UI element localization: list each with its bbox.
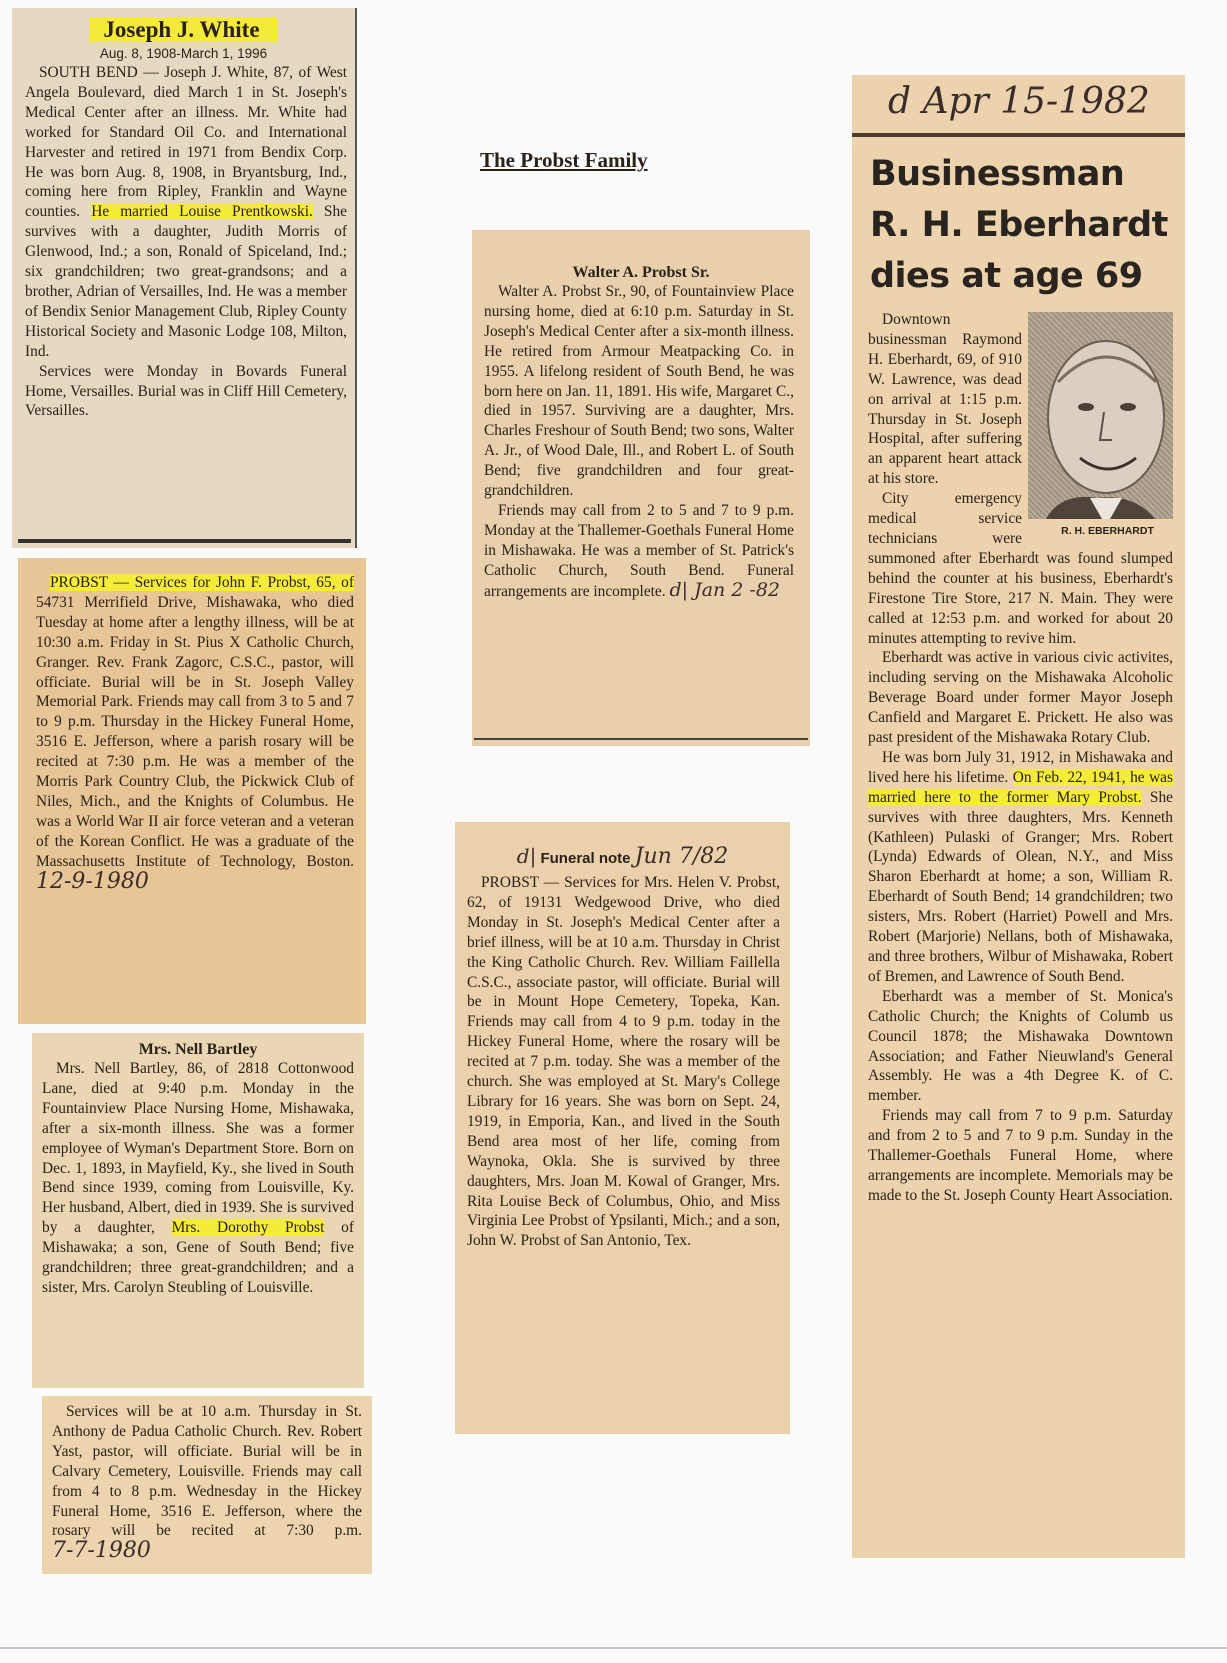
obituary-nell-bartley bbox=[32, 1033, 364, 1388]
obituary-helen-probst bbox=[455, 822, 790, 1434]
obituary-heading: Mrs. Nell Bartley bbox=[138, 1041, 258, 1058]
article-headline: Businessman R. H. Eberhardt dies at age 69 bbox=[870, 154, 1168, 296]
article-paragraph: He was born July 31, 1912, in Mishawaka and lived here his lifetime. On Feb. 22, 1941, he was married here to the former Mary Probst. She survives with three daughters, Mrs. Kenneth (Kathleen) Pulaski of Granger; Mrs. Robert (Lynda) Edwards of Olean, N.Y., and Miss Sharon Eberhardt at home; a son, William R. Eberhardt of South Bend; 14 grandchildren; two sisters, Mrs. Robert (Harriet) Powell and Mrs. Robert (Marjorie) Nellans, both of Mishawaka, and three brothers, Wilbur of Mishawaka, Robert of Bremen, and Lawrence of South Bend. bbox=[868, 748, 1173, 985]
highlighted-text: He married Louise Prentkowski. bbox=[91, 203, 313, 221]
obituary-john-probst bbox=[18, 558, 366, 1024]
obituary-walter-probst bbox=[472, 230, 810, 746]
handwritten-date: 12-9-1980 bbox=[36, 868, 149, 894]
obituary-paragraph: Services will be at 10 a.m. Thursday in St. Anthony de Padua Catholic Church. Rev. Robert Yast, pastor, will officiate. Burial will be in Calvary Cemetery, Louisville. Friends may call from 4 to 8 p.m. Wednesday in the Hickey Funeral Home, 3516 E. Jefferson, where the rosary will be recited at 7:30 p.m. 7-7-1980 bbox=[52, 1403, 362, 1564]
obituary-heading: d| Funeral note Jun 7/82 bbox=[516, 844, 729, 869]
article-paragraph: City emergency medical service technicians were summoned after Eberhardt was found slumped behind the counter at his business, Eberhardt's Firestone Tire Store, 217 N. Main. They were called at 12:53 p.m. and worked for about 20 minutes attempting to revive him. bbox=[868, 490, 1173, 647]
divider bbox=[852, 133, 1185, 137]
handwritten-date: Jun 7/82 bbox=[634, 844, 729, 869]
article-paragraph: R. H. EBERHARDT Downtown businessman Raymond H. Eberhardt, 69, of 910 W. Lawrence, was dead on arrival at 1:15 p.m. Thursday in St. Joseph Hospital, after suffering an apparent heart attack at his store. bbox=[868, 310, 1173, 489]
article-paragraph: Eberhardt was a member of St. Monica's Catholic Church; the Knights of Columb us Council 1878; the Mishawaka Downtown Association; and Father Nieuwland's General Assembly. He was a 4th Degree K. of C. member. bbox=[868, 987, 1173, 1105]
highlighted-text: PROBST — Services for John F. Probst, 65, of bbox=[50, 574, 354, 591]
handwritten-mark: d| bbox=[516, 844, 537, 868]
obituary-heading: Walter A. Probst Sr. bbox=[572, 264, 710, 281]
obituary-paragraph: Mrs. Nell Bartley, 86, of 2818 Cottonwood Lane, died at 9:40 p.m. Monday in the Fountainview Place Nursing Home, Mishawaka, after a six-month illness. She was a former employee of Wyman's Department Store. Born on Dec. 1, 1893, in Mayfield, Ky., she lived in South Bend since 1939, coming from Louisville, Ky. Her husband, Albert, died in 1939. She is survived by a daughter, Mrs. Dorothy Probst of Mishawaka; a son, Gene of South Bend; five grandchildren; three great-grandchildren; and a sister, Mrs. Carolyn Steubling of Louisville. bbox=[42, 1060, 354, 1296]
article-eberhardt bbox=[852, 75, 1185, 1558]
obituary-joseph-white bbox=[12, 8, 357, 548]
page-title: The Probst Family bbox=[480, 148, 648, 172]
obituary-paragraph: Walter A. Probst Sr., 90, of Fountainview Place nursing home, died at 6:10 p.m. Saturday in St. Joseph's Medical Center after a six-month illness. He retired from Armour Meatpacking Co. in 1955. A lifelong resident of South Bend, he was born here on Jan. 11, 1891. His wife, Margaret C., died in 1957. Surviving are a daughter, Mrs. Charles Freshour of South Bend; two sons, Walter A. Jr., of Wood Dale, Ill., and Robert L. of South Bend; five grandchildren and four great-grandchildren. bbox=[484, 283, 794, 500]
photo-caption: R. H. EBERHARDT bbox=[1028, 519, 1173, 542]
obituary-dates: Aug. 8, 1908-March 1, 1996 bbox=[99, 46, 268, 61]
handwritten-date: d| Jan 2 -82 bbox=[669, 578, 781, 601]
obituary-nell-bartley-continued bbox=[42, 1396, 372, 1574]
article-paragraph: Friends may call from 7 to 9 p.m. Saturday and from 2 to 5 and 7 to 9 p.m. Sunday in the Thallemer-Goethals Funeral Home, where arrangements are incomplete. Memorials may be made to the St. Joseph County Heart Association. bbox=[868, 1107, 1173, 1204]
portrait-photo bbox=[1028, 312, 1173, 542]
divider bbox=[474, 738, 808, 740]
divider bbox=[18, 539, 351, 543]
obituary-paragraph: SOUTH BEND — Joseph J. White, 87, of West Angela Boulevard, died March 1 in St. Joseph's Medical Center after an illness. Mr. White had worked for Standard Oil Co. and International Harvester and retired in 1971 from Bendix Corp. He was born Aug. 8, 1908, in Bryantsburg, Ind., coming here from Ripley, Franklin and Wayne counties. He married Louise Prentkowski. She survives with a daughter, Judith Morris of Glenwood, Ind.; a son, Ronald of Spiceland, Ind.; six grandchildren; two great-grandsons; and a brother, Adrian of Versailles, Ind. He was a member of Bendix Senior Management Club, Ripley County Historical Society and Masonic Lodge 108, Milton, Ind. bbox=[25, 64, 347, 360]
highlighted-text: Mrs. Dorothy Probst bbox=[171, 1219, 325, 1237]
article-paragraph: Eberhardt was active in various civic activites, including serving on the Mishawaka Alcoholic Beverage Board under former Mayor Joseph Canfield and Margaret E. Prickett. He also was past president of the Mishawaka Rotary Club. bbox=[868, 649, 1173, 747]
obituary-heading: Joseph J. White bbox=[12, 18, 355, 42]
handwritten-date: d Apr 15-1982 bbox=[888, 81, 1150, 122]
scan-edge-line bbox=[0, 1647, 1227, 1649]
obituary-paragraph: Services were Monday in Bovards Funeral Home, Versailles. Burial was in Cliff Hill Cemetery, Versailles. bbox=[25, 362, 347, 420]
handwritten-date: 7-7-1980 bbox=[52, 1538, 151, 1564]
highlighted-text: On Feb. 22, 1941, he was married here to the former Mary Probst. bbox=[868, 768, 1173, 806]
obituary-paragraph: Friends may call from 2 to 5 and 7 to 9 p.m. Monday at the Thallemer-Goethals Funeral Home in Mishawaka. He was a member of St. Patrick's Catholic Church, South Bend. Funeral arrangements are incomplete. d| Jan 2 -82 bbox=[484, 501, 794, 601]
obituary-paragraph: PROBST — Services for Mrs. Helen V. Probst, 62, of 19131 Wedgewood Drive, who died Monday in St. Joseph's Medical Center after a brief illness, will be at 10 a.m. Thursday in Christ the King Catholic Church. Rev. William Faillella C.S.C., associate pastor, will officiate. Burial will be in Mount Hope Cemetery, Topeka, Kan. Friends may call from 4 to 9 p.m. today in the Hickey Funeral Home, where the rosary will be recited at 7 p.m. today. She was a member of the church. She was employed at St. Mary's College Library for 16 years. She was born on Sept. 24, 1919, in Emporia, Kan., and lived in the South Bend area most of her life, coming from Waynoka, Okla. She is survived by three daughters, Mrs. Joan M. Kowal of Granger, Mrs. Rita Louise Beck of Columbus, Ohio, and Miss Virginia Lee Probst of Ypsilanti, Mich.; and a son, John W. Probst of San Antonio, Tex. bbox=[467, 874, 780, 1250]
obituary-paragraph: PROBST — Services for John F. Probst, 65, of 54731 Merrifield Drive, Mishawaka, who died Tuesday at home after a lengthy illness, will be at 10:30 a.m. Friday in St. Pius X Catholic Church, Granger. Rev. Frank Zagorc, C.S.C., pastor, will officiate. Burial will be in St. Joseph Valley Memorial Park. Friends may call from 3 to 5 and 7 to 9 p.m. Thursday in the Hickey Funeral Home, 3516 E. Jefferson, where a parish rosary will be recited at 7:30 p.m. He was a member of the Morris Park Country Club, the Pickwick Club of Niles, Mich., and the Knights of Columbus. He was a World War II air force veteran and a veteran of the Korean Conflict. He was a graduate of the Massachusetts Institute of Technology, Boston. 12-9-1980 bbox=[36, 574, 354, 894]
